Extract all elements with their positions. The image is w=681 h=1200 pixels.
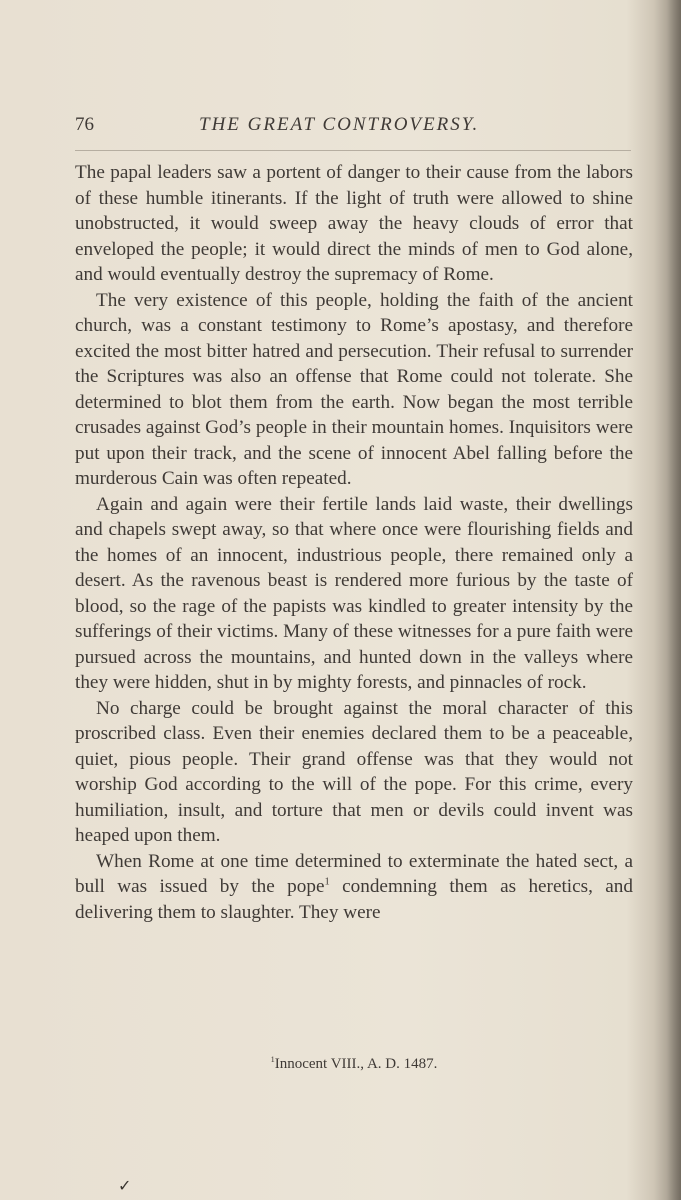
header-rule <box>75 150 631 151</box>
paragraph-text: condemning them as heretics, and delivering them to slaughter. They were <box>75 876 633 923</box>
running-title: THE GREAT CONTROVERSY. <box>199 114 480 135</box>
paragraph: Again and again were their fertile lands laid waste, their dwellings and chapels swept away, so that where once were flourishing fields and the homes of an innocent, industrious people, there remained only a desert. As the ravenous beast is rendered more furious by the taste of blood, so the rage of the papists was kindled to greater intensity by the sufferings of their victims. Many of these witnesses for a pure faith were pursued across the mountains, and hunted down in the valleys where they were hidden, shut in by mighty forests, and pinnacles of rock. <box>75 493 633 693</box>
paragraph: The very existence of this people, holding the faith of the ancient church, was a constant testimony to Rome’s apostasy, and therefore excited the most bitter hatred and persecution. Their refusal to surrender the Scriptures was also an offense that Rome could not tolerate. She determined to blot them from the earth. Now began the most terrible crusades against God’s people in their mountain homes. Inquisitors were put upon their track, and the scene of innocent Abel falling before the murderous Cain was often repeated. <box>75 289 633 489</box>
footnote-marker: 1 <box>270 1055 275 1064</box>
page-number: 76 <box>75 114 94 135</box>
paragraph: The papal leaders saw a portent of danger to their cause from the labors of these humble itinerants. If the light of truth were allowed to shine unobstructed, it would sweep away the heavy clouds of error that enveloped the people; it would direct the minds of men to God alone, and would eventually destroy the supremacy of Rome. <box>75 162 633 285</box>
body-text <box>75 160 633 925</box>
page-edge-shadow <box>667 0 681 1200</box>
paragraph: No charge could be brought against the moral character of this proscribed class. Even their enemies declared them to be a peaceable, quiet, pious people. Their grand offense was that they would not worship God according to the will of the pope. For this crime, every humiliation, insult, and torture that men or devils could invent was heaped upon them. <box>75 697 633 846</box>
pencil-mark: ✓ <box>118 1178 132 1195</box>
paragraph <box>75 849 633 926</box>
footnote <box>75 1056 633 1073</box>
page-header <box>75 114 635 140</box>
footnote-reference: 1 <box>324 876 330 888</box>
paragraph-text: When Rome at one time determined to exterminate the hated sect, a bull was issued by the pope <box>75 850 633 897</box>
footnote-text: Innocent VIII., A. D. 1487. <box>274 1056 438 1072</box>
